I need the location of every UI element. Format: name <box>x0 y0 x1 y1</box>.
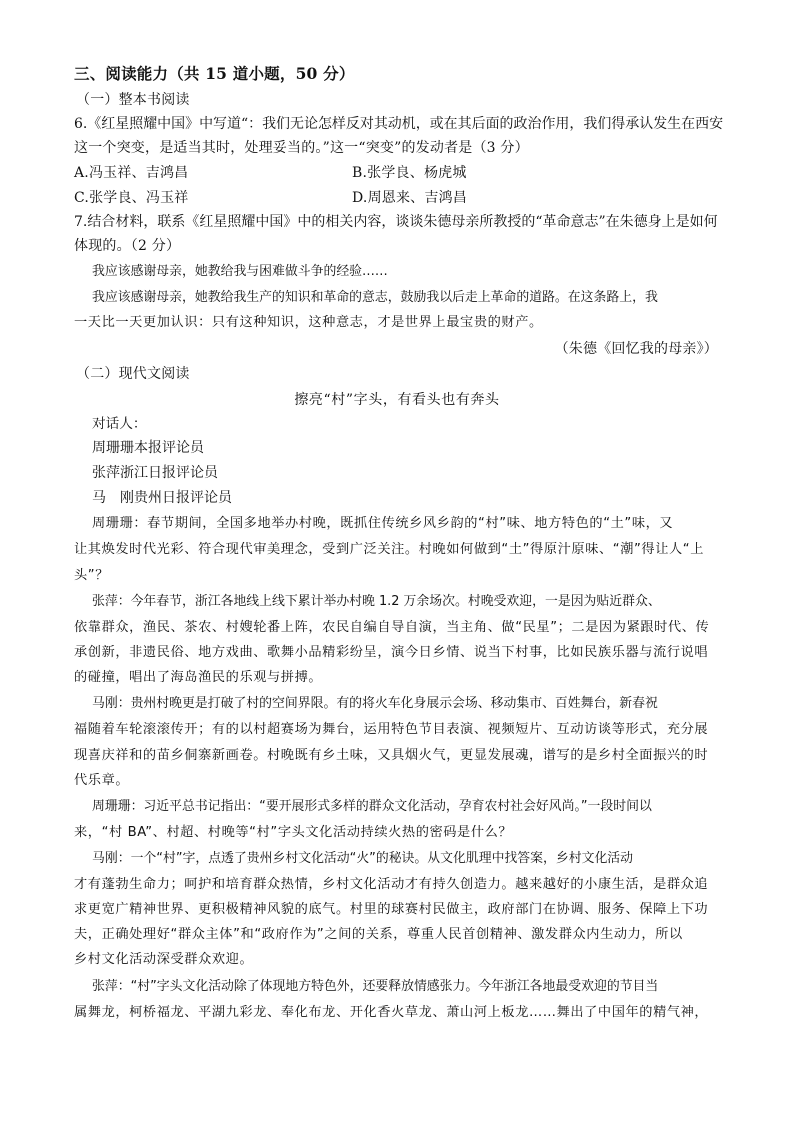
q7-quote2-line1: 我应该感谢母亲，她教给我生产的知识和革命的意志，鼓励我以后走上革命的道路。在这条路上，我 <box>92 290 658 305</box>
part2-heading: （二）现代文阅读 <box>76 366 190 382</box>
paragraph-line: 代乐章。 <box>74 773 130 788</box>
participant-row <box>92 488 492 508</box>
participant-name: 张萍浙 <box>92 465 134 481</box>
paragraph-line: 依靠群众，渔民、茶农、村嫂轮番上阵，农民自编自导自演，当主角、做“民星”；二是因为紧跟时代、传 <box>74 620 710 635</box>
part1-heading: （一）整本书阅读 <box>76 92 190 108</box>
participant-row <box>92 463 492 483</box>
q7-line1: 7.结合材料，联系《红星照耀中国》中的相关内容，谈谈朱德母亲所教授的“革命意志”在朱德身上是如何 <box>74 214 718 230</box>
paragraph-line: 让其焕发时代光彩、符合现代审美理念，受到广泛关注。村晚如何做到“土”得原汁原味、“潮”得让人“上 <box>74 542 705 557</box>
participants-label: 对话人： <box>92 416 147 432</box>
q7-quote1: 我应该感谢母亲，她教给我与困难做斗争的经验…… <box>92 264 388 279</box>
paragraph-line: 承创新，非遗民俗、地方戏曲、歌舞小品精彩纷呈，演今日乡情、说当下村事，比如民族乐器与流行说唱 <box>74 645 709 660</box>
paragraph-line: 的碰撞，唱出了海岛渔民的乐观与拼搏。 <box>74 670 323 685</box>
q7-quote2-line2: 一天比一天更加认识：只有这种知识，这种意志，才是世界上最宝贵的财产。 <box>74 315 543 330</box>
section-title: 三、阅读能力（共 15 道小题，50 分） <box>74 64 355 83</box>
paragraph-line: 来，“村 BA”、村超、村晚等“村”字头文化活动持续火热的密码是什么？ <box>74 825 513 840</box>
paragraph-line: 周珊珊：习近平总书记指出：“要开展形式多样的群众文化活动，孕育农村社会好风尚。”一段时间以 <box>92 799 652 814</box>
participant-title: 江日报评论员 <box>134 465 218 481</box>
participant-name: 周珊珊 <box>92 440 134 456</box>
q6-option-b: B.张学良、杨虎城 <box>352 165 467 181</box>
q6-option-a: A.冯玉祥、吉鸿昌 <box>74 165 189 181</box>
paragraph-line: 属舞龙，柯桥福龙、平湖九彩龙、奉化布龙、开化香火草龙、萧山河上板龙……舞出了中国年的精气神， <box>74 1005 709 1020</box>
paragraph-line: 乡村文化活动深受群众欢迎。 <box>74 952 254 967</box>
q6-option-c: C.张学良、冯玉祥 <box>74 190 189 206</box>
q7-line2: 体现的。（2 分） <box>74 238 181 254</box>
q7-quote-source: （朱德《回忆我的母亲》） <box>554 341 718 357</box>
paragraph-line: 头”？ <box>74 568 110 583</box>
paragraph-line: 马刚：一个“村”字，点透了贵州乡村文化活动“火”的秘诀。从文化肌理中找答案，乡村文化活动 <box>92 851 634 866</box>
paragraph-line: 马刚：贵州村晚更是打破了村的空间界限。有的将火车化身展示会场、移动集市、百姓舞台，新春祝 <box>92 696 658 711</box>
participant-row <box>92 438 492 458</box>
paragraph-line: 才有蓬勃生命力；呵护和培育群众热情，乡村文化活动才有持久创造力。越来越好的小康生活，是群众追 <box>74 877 709 892</box>
q6-option-d: D.周恩来、吉鸿昌 <box>352 190 467 206</box>
q6-line1: 6.《红星照耀中国》中写道“：我们无论怎样反对其动机，或在其后面的政治作用，我们得承认发生在西安 <box>74 116 724 132</box>
participant-title: 本报评论员 <box>134 440 204 456</box>
paragraph-line: 张萍：“村”字头文化活动除了体现地方特色外，还要释放情感张力。今年浙江各地最受欢迎的节目当 <box>92 979 659 994</box>
paragraph-line: 夫，正确处理好“群众主体”和“政府作为”之间的关系，尊重人民首创精神、激发群众内生动力，所以 <box>74 927 683 942</box>
article-title: 擦亮“村”字头，有看头也有奔头 <box>294 392 500 408</box>
participant-title: 贵州日报评论员 <box>134 490 232 506</box>
paragraph-line: 福随着车轮滚滚传开；有的以村超赛场为舞台，运用特色节目表演、视频短片、互动访谈等形式，充分展 <box>74 722 709 737</box>
paragraph-line: 现喜庆祥和的苗乡侗寨新画卷。村晚既有乡土味，又具烟火气，更显发展魂，谱写的是乡村全面振兴的时 <box>74 748 709 763</box>
q6-line2: 这一个突变，是适当其时，处理妥当的。”这一“突变”的发动者是（3 分） <box>74 140 529 156</box>
participant-name: 马 刚 <box>92 490 134 506</box>
paragraph-line: 求更宽广精神世界、更积极精神风貌的底气。村里的球赛村民做主，政府部门在协调、服务、保障上下功 <box>74 902 709 917</box>
paragraph-line: 周珊珊：春节期间，全国多地举办村晚，既抓住传统乡风乡韵的“村”味、地方特色的“土”味，又 <box>92 516 674 531</box>
paragraph-line: 张萍：今年春节，浙江各地线上线下累计举办村晚 1.2 万余场次。村晚受欢迎，一是因为贴近群众、 <box>92 594 661 609</box>
